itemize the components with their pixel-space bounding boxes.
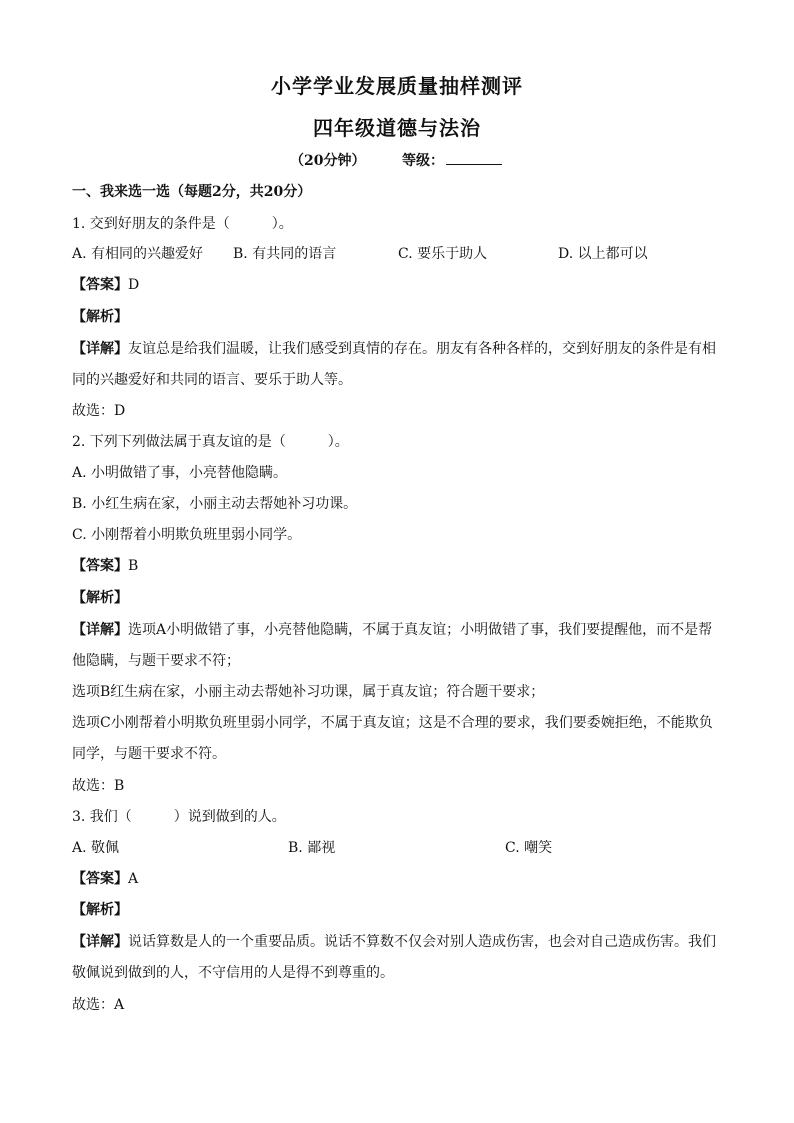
q1-option-a: A. 有相同的兴趣爱好 bbox=[72, 246, 204, 262]
q2-analysis-tag: 【解析】 bbox=[72, 590, 128, 606]
q1-detail-line-1 bbox=[72, 340, 716, 358]
q1-option-d: D. 以上都可以 bbox=[558, 246, 648, 262]
question-3-stem: 3. 我们（ ）说到做到的人。 bbox=[72, 809, 286, 825]
q2-detail-line-5: 同学，与题干要求不符。 bbox=[72, 746, 226, 762]
detail-text: 友谊总是给我们温暖，让我们感受到真情的存在。朋友有各种各样的，交到好朋友的条件是有相 bbox=[128, 341, 716, 357]
q2-answer bbox=[72, 557, 138, 575]
answer-value: A bbox=[128, 871, 139, 887]
grade-field bbox=[402, 150, 502, 170]
q2-detail-line-2: 他隐瞒，与题干要求不符； bbox=[72, 653, 240, 669]
q3-choice: 故选：A bbox=[72, 997, 125, 1013]
detail-tag: 【详解】 bbox=[72, 622, 128, 638]
answer-value: B bbox=[128, 558, 139, 574]
q3-detail-line-2: 敬佩说到做到的人，不守信用的人是得不到尊重的。 bbox=[72, 965, 394, 981]
answer-value: D bbox=[128, 277, 140, 293]
q2-detail-line-3: 选项B红生病在家，小丽主动去帮她补习功课，属于真友谊；符合题干要求； bbox=[72, 684, 545, 700]
question-2-stem: 2. 下列下列做法属于真友谊的是（ ）。 bbox=[72, 434, 349, 450]
q3-analysis-tag: 【解析】 bbox=[72, 902, 128, 918]
q1-analysis-tag: 【解析】 bbox=[72, 309, 128, 325]
detail-text: 选项A小明做错了事，小亮替他隐瞒，不属于真友谊；小明做错了事，我们要提醒他，而不是帮 bbox=[128, 622, 713, 638]
grade-label: 等级： bbox=[402, 153, 444, 169]
q3-option-b: B. 鄙视 bbox=[288, 840, 336, 856]
document-title: 小学学业发展质量抽样测评 bbox=[271, 74, 523, 98]
q2-detail-line-1 bbox=[72, 621, 712, 639]
document-subtitle: 四年级道德与法治 bbox=[313, 116, 481, 140]
q2-choice: 故选：B bbox=[72, 778, 125, 794]
q1-answer bbox=[72, 276, 139, 294]
q3-detail-line-1 bbox=[72, 933, 716, 951]
q1-option-b: B. 有共同的语言 bbox=[233, 246, 337, 262]
q1-choice: 故选：D bbox=[72, 403, 126, 419]
question-1-stem: 1. 交到好朋友的条件是（ ）。 bbox=[72, 216, 293, 232]
q3-option-c: C. 嘲笑 bbox=[505, 840, 553, 856]
grade-blank bbox=[446, 151, 502, 165]
detail-text: 说话算数是人的一个重要品质。说话不算数不仅会对别人造成伤害，也会对自己造成伤害。我们 bbox=[128, 934, 716, 950]
detail-tag: 【详解】 bbox=[72, 341, 128, 357]
q1-detail-line-2: 同的兴趣爱好和共同的语言、要乐于助人等。 bbox=[72, 372, 352, 388]
q2-detail-line-4: 选项C小刚帮着小明欺负班里弱小同学，不属于真友谊；这是不合理的要求，我们要委婉拒绝，不能欺负 bbox=[72, 715, 713, 731]
answer-tag: 【答案】 bbox=[72, 277, 128, 293]
q2-option-b: B. 小红生病在家，小丽主动去帮她补习功课。 bbox=[72, 496, 358, 512]
answer-tag: 【答案】 bbox=[72, 558, 128, 574]
answer-tag: 【答案】 bbox=[72, 871, 128, 887]
time-limit: （20分钟） bbox=[290, 153, 366, 169]
detail-tag: 【详解】 bbox=[72, 934, 128, 950]
q2-option-c: C. 小刚帮着小明欺负班里弱小同学。 bbox=[72, 527, 302, 543]
q2-option-a: A. 小明做错了事，小亮替他隐瞒。 bbox=[72, 465, 288, 481]
section-heading: 一、我来选一选（每题2分，共20分） bbox=[72, 184, 312, 200]
q1-option-c: C. 要乐于助人 bbox=[398, 246, 488, 262]
q3-option-a: A. 敬佩 bbox=[72, 840, 120, 856]
q3-answer bbox=[72, 870, 138, 888]
